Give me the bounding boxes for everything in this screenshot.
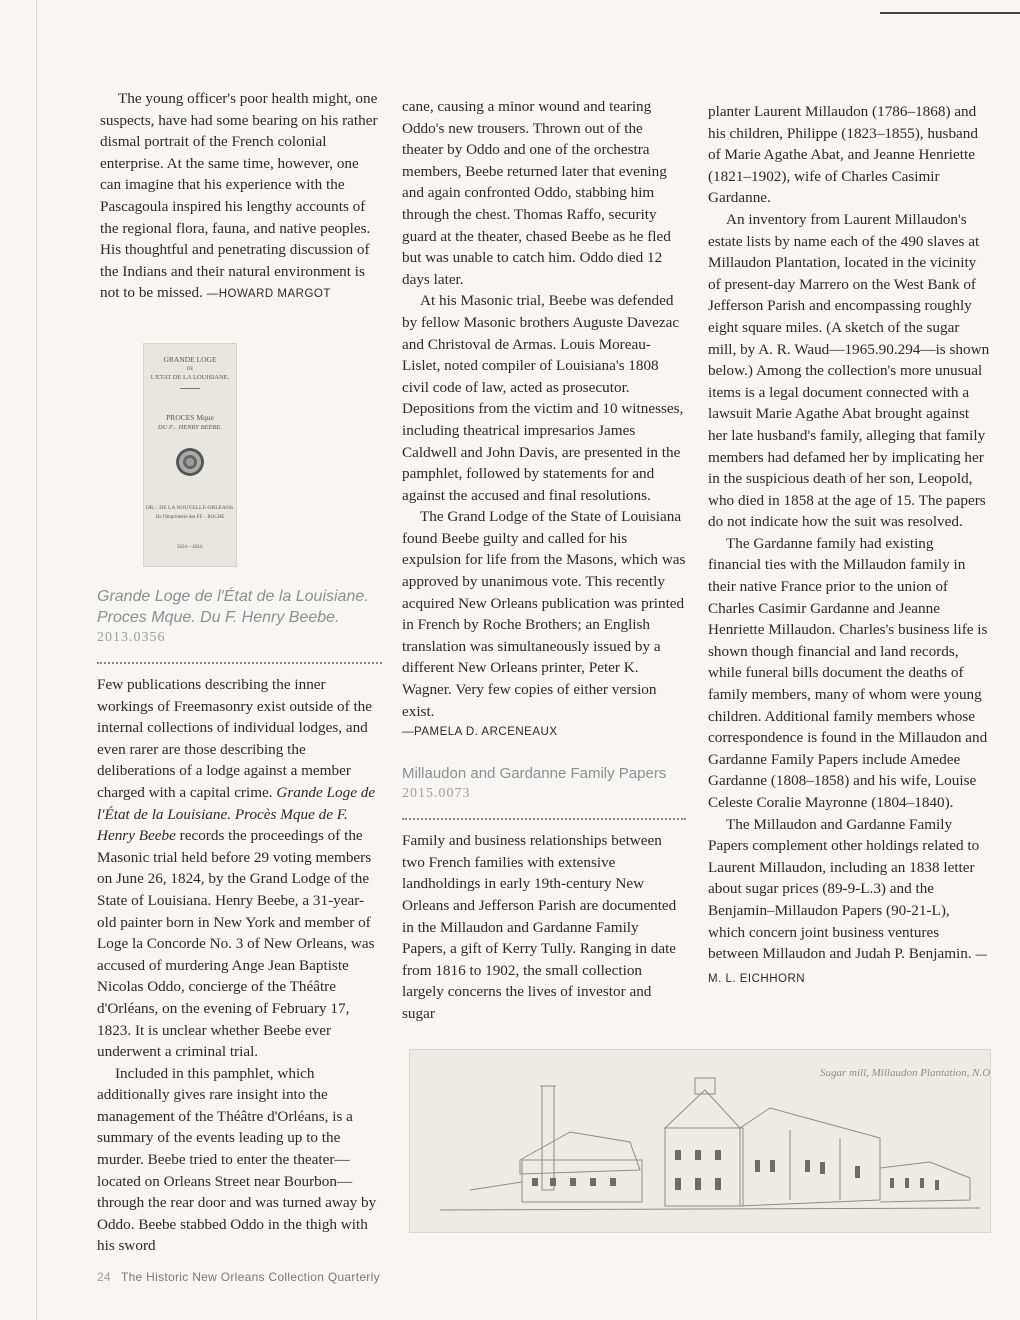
pamphlet-line: L'ETAT DE LA LOUISIANE. <box>150 374 230 381</box>
column-3 <box>708 101 990 990</box>
paragraph <box>708 814 990 991</box>
paragraph: The Grand Lodge of the State of Louisiana found Beebe guilty and called for his expulsion for life from the Masons, which was approved by unanimous vote. This recently acquired New Orleans publication was printed in French by Roche Brothers; an English translation was simultaneously issued by a different New Orleans printer, Peter K. Wagner. Very few copies of either version exist. <box>402 508 686 720</box>
paragraph: At his Masonic trial, Beebe was defended by fellow Masonic brothers Auguste Davezac and Christoval de Armas. Louis Moreau-Lislet, noted compiler of Louisiana's 1808 civil code of law, acted as prosecutor. Depositions from the victim and 10 witnesses, including theatrical impresarios James Caldwell and John Davis, are presented in the pamphlet, followed by statements for and against the accused and final resolutions. <box>402 292 684 504</box>
paragraph-text: records the proceedings of the Masonic trial held before 29 voting members on June 26, 1824, by the Grand Lodge of the State of Louisiana. Henry Beebe, a 31-year-old painter born in New York and member of Loge la Concorde No. 3 of New Orleans, was accused of murdering Ange Jean Baptiste Nicolas Oddo, concierge of the Théâtre d'Orléans, on the evening of February 17, 1823. It is unclear whether Beebe ever underwent a criminal trial. <box>97 827 375 1061</box>
paragraph: The Gardanne family had existing financial ties with the Millaudon family in their native France prior to the union of Charles Casimir Gardanne and Jeanne Henriette Millaudon. Charles's business life is shown though financial and land records, while funeral bills document the deaths of family members, many of whom were young children. Additional family members whose correspondence is found in the Millaudon and Gardanne Family Papers include Amedee Gardanne (1808–1858) and his wife, Louise Celeste Coralie Mayronne (1804–1840). <box>708 534 988 811</box>
pamphlet-line: 5824—1824. <box>176 545 204 550</box>
paragraph: Included in this pamphlet, which additionally gives rare insight into the management of the Théâtre d'Orléans, is a summary of the events leading up to the murder. Beebe tried to enter the theater—located on Orleans Street near Bourbon—through the rear door and was turned away by Oddo. Beebe stabbed Oddo in the thigh with his sword <box>97 1064 377 1255</box>
author-signature: —PAMELA D. ARCENEAUX <box>402 726 558 739</box>
paragraph-text: The Millaudon and Gardanne Family Papers complement other holdings related to Laurent Millaudon, including an 1838 letter about sugar prices (89-9-L.3) and the Benjamin–Millaudon Papers (90-21-L), which concern joint business ventures between Millaudon and Judah P. Benjamin. <box>708 815 980 963</box>
column-1-lower <box>97 586 382 1257</box>
pamphlet-line: DU F.·. HENRY BEEBE. <box>157 424 223 431</box>
accession-number: 2013.0356 <box>97 630 166 645</box>
accession-number: 2015.0073 <box>402 786 471 802</box>
pamphlet-rule <box>180 388 200 389</box>
pamphlet-line: PROCES Mque <box>166 413 214 422</box>
page-number: 24 <box>97 1270 111 1284</box>
publication-title: The Historic New Orleans Collection Quarterly <box>120 1270 380 1284</box>
pamphlet-line: GRANDE LOGE <box>163 355 217 364</box>
paragraph: An inventory from Laurent Millaudon's estate lists by name each of the 490 slaves at Millaudon Plantation, located in the vicinity of present-day Marrero on the West Bank of Jefferson Parish and encompassing roughly eight square miles. (A sketch of the sugar mill, by A. R. Waud—1965.90.294—is shown below.) Among the collection's more unusual items is a legal document connected with a lawsuit Marie Agathe Abat brought against her late husband's family, alleging that family members had defamed her by implicating her in the suspicious death of her son, Leopold, who died in 1858 at the age of 15. The papers do not indicate how the suit was resolved. <box>708 210 990 531</box>
top-rule <box>880 12 1020 14</box>
pamphlet-image <box>143 343 237 567</box>
paragraph <box>97 674 382 1063</box>
pamphlet-line: OR.·. DE LA NOUVELLE-ORLEANS. <box>145 505 235 511</box>
pamphlet-line: De l'Imprimerie des FF.·. ROCHE <box>155 515 225 520</box>
italic-title: Grande Loge de l'État de la Louisiane. Procès Mque de F. Henry Beebe <box>97 783 376 845</box>
sketch-inscription: Sugar mill, Millaudon Plantation, N.O. <box>820 1067 990 1079</box>
page-gutter-line <box>36 0 37 1320</box>
column-1 <box>100 88 382 306</box>
masonic-seal-icon <box>176 448 204 476</box>
paragraph: cane, causing a minor wound and tearing Oddo's new trousers. Thrown out of the theater by Oddo and one of the orchestra members, Beebe returned later that evening and again confronted Oddo, stabbing him through the chest. Thomas Raffo, security guard at the theater, chased Beebe as he fled but was unable to catch him. Oddo died 12 days later. <box>402 98 671 288</box>
paragraph <box>100 88 382 306</box>
paragraph-text: Few publications describing the inner workings of Freemasonry exist outside of the internal collections of individual lodges, and even rarer are those describing the deliberations of a lodge against a member charged with a capital crime. <box>97 676 373 801</box>
paragraph: Family and business relationships between two French families with extensive landholdings in early 19th-century New Orleans and Jefferson Parish are documented in the Millaudon and Gardanne Family Papers, a gift of Kerry Tully. Ranging in date from 1816 to 1902, the small collection largely concerns the lives of investor and sugar <box>402 832 677 1022</box>
page-footer <box>97 1270 380 1284</box>
sugar-mill-drawing <box>410 1050 990 1232</box>
paragraph-text: The young officer's poor health might, one suspects, have had some bearing on his rather dismal portrait of the French colonial enterprise. At the same time, however, one can imagine that his experience with the Pascagoula inspired his lengthy accounts of the regional flora, fauna, and native peoples. His thoughtful and penetrating discussion of the Indians and their natural environment is not to be missed. <box>100 90 378 302</box>
pamphlet-line: DE <box>186 367 194 372</box>
dotted-divider <box>97 658 382 664</box>
sugar-mill-sketch <box>409 1049 991 1233</box>
paragraph: planter Laurent Millaudon (1786–1868) and his children, Philippe (1823–1855), husband of Marie Agathe Abat, and Jeanne Henriette (1821–1902), wife of Charles Casimir Gardanne. <box>708 103 978 207</box>
section-title: Millaudon and Gardanne Family Papers <box>402 765 667 783</box>
dotted-divider <box>402 814 686 820</box>
author-signature: —HOWARD MARGOT <box>206 288 331 301</box>
column-2 <box>402 96 686 1025</box>
caption-title: Grande Loge de l'État de la Louisiane. Proces Mque. Du F. Henry Beebe. <box>97 588 369 626</box>
author-signature: —M. L. EICHHORN <box>708 949 988 985</box>
